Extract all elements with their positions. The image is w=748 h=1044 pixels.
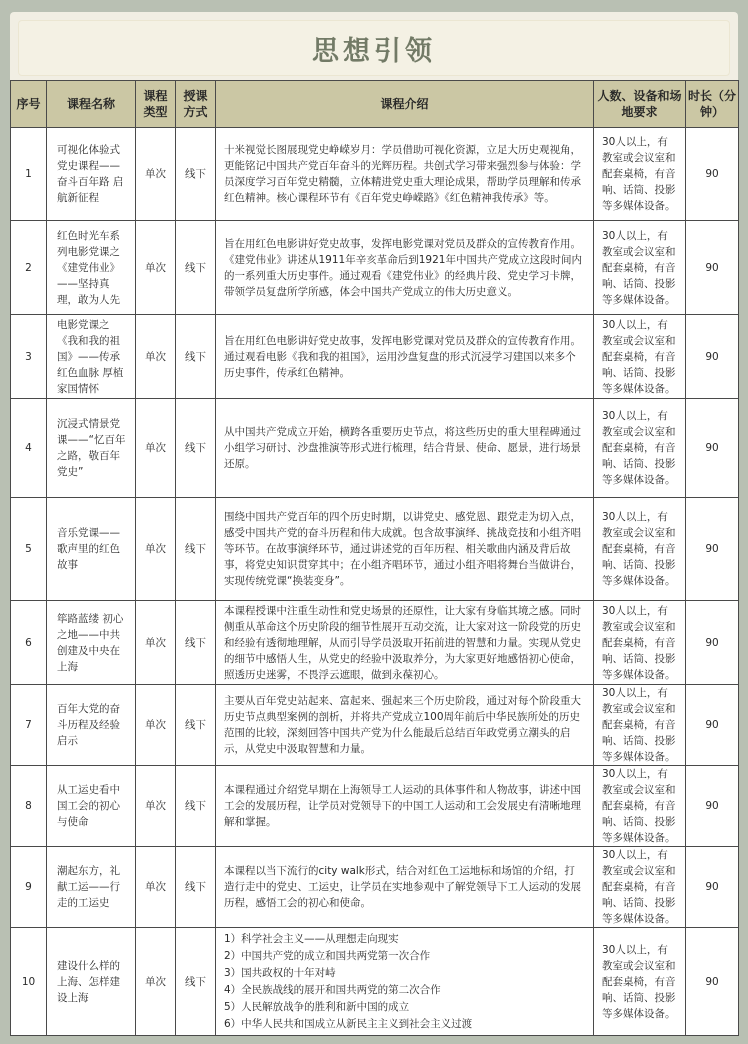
cell-duration: 90 [686,399,739,498]
header-mode: 授课方式 [176,81,216,128]
cell-type: 单次 [136,498,176,601]
cell-requirements: 30人以上，有教室或会议室和配套桌椅，有音响、话筒、投影等多媒体设备。 [594,315,686,399]
cell-type: 单次 [136,128,176,221]
cell-requirements: 30人以上，有教室或会议室和配套桌椅，有音响、话筒、投影等多媒体设备。 [594,399,686,498]
cell-type: 单次 [136,399,176,498]
title-banner [18,20,730,76]
intro-list-item: 3）国共政权的十年对峙 [224,966,336,979]
cell-mode: 线下 [176,766,216,847]
page-title: 思想引领 [312,35,436,67]
cell-duration: 90 [686,928,739,1036]
cell-duration: 90 [686,315,739,399]
cell-name: 百年大党的奋斗历程及经验启示 [47,685,136,766]
cell-type: 单次 [136,766,176,847]
cell-mode: 线下 [176,128,216,221]
cell-type: 单次 [136,928,176,1036]
intro-list-item: 6）中华人民共和国成立从新民主主义到社会主义过渡 [224,1017,473,1030]
intro-list-item: 5）人民解放战争的胜利和新中国的成立 [224,1000,410,1013]
cell-requirements: 30人以上，有教室或会议室和配套桌椅，有音响、话筒、投影等多媒体设备。 [594,221,686,315]
cell-requirements: 30人以上，有教室或会议室和配套桌椅，有音响、话筒、投影等多媒体设备。 [594,847,686,928]
cell-mode: 线下 [176,498,216,601]
table-row [11,847,739,928]
cell-intro: 本课程以当下流行的city walk形式，结合对红色工运地标和场馆的介绍，打造行走中的党史、工运史，让学员在实地参观中了解党领导下工人运动的发展历程，感悟工会的初心和使命。 [216,847,594,928]
table-row [11,399,739,498]
cell-name: 可视化体验式党史课程——奋斗百年路 启航新征程 [47,128,136,221]
cell-requirements: 30人以上，有教室或会议室和配套桌椅，有音响、话筒、投影等多媒体设备。 [594,685,686,766]
cell-intro: 旨在用红色电影讲好党史故事，发挥电影党课对党员及群众的宣传教育作用。《建党伟业》讲述从1911年辛亥革命后到1921年中国共产党成立这段时间内的一系列重大历史事件。通过观看《建党伟业》的经典片段、党史学习卡牌，带领学员复盘所学所感，体会中国共产党成立的伟大历史意义。 [216,221,594,315]
cell-no: 8 [11,766,47,847]
cell-no: 9 [11,847,47,928]
intro-list-item: 1）科学社会主义——从理想走向现实 [224,932,399,945]
cell-type: 单次 [136,601,176,685]
cell-duration: 90 [686,685,739,766]
cell-requirements: 30人以上，有教室或会议室和配套桌椅，有音响、话筒、投影等多媒体设备。 [594,928,686,1036]
table-row [11,498,739,601]
cell-mode: 线下 [176,601,216,685]
table-header [11,81,739,128]
cell-type: 单次 [136,221,176,315]
header-no: 序号 [11,81,47,128]
cell-requirements: 30人以上，有教室或会议室和配套桌椅，有音响、话筒、投影等多媒体设备。 [594,128,686,221]
cell-intro: 围绕中国共产党百年的四个历史时期，以讲党史、感党恩、跟党走为切入点，感受中国共产党的奋斗历程和伟大成就。包含故事演绎、挑战竞技和小组齐唱等环节。在故事演绎环节，通过讲述党的百年历程、相关歌曲内涵及背后故事，将党史知识贯穿其中；在小组齐唱环节，通过小组齐唱将舞台当做讲台，实现传统党课“换装变身”。 [216,498,594,601]
cell-intro: 十米视觉长图展现党史峥嵘岁月：学员借助可视化资源，立足大历史观视角，更能铭记中国共产党百年奋斗的光辉历程。共创式学习带来强烈参与体验：学员深度学习百年党史精髓，立体精进党史重大理论成果，帮助学员理解和传承红色精神。核心课程环节有《百年党史峥嵘路》《红色精神我传承》等。 [216,128,594,221]
cell-duration: 90 [686,847,739,928]
cell-name: 电影党课之《我和我的祖国》——传承红色血脉 厚植家国情怀 [47,315,136,399]
cell-name: 沉浸式情景党课——“忆百年之路，敬百年党史” [47,399,136,498]
table-row [11,601,739,685]
cell-no: 5 [11,498,47,601]
cell-no: 4 [11,399,47,498]
cell-name: 红色时光车系列电影党课之《建党伟业》——坚持真理，敢为人先 [47,221,136,315]
header-type: 课程类型 [136,81,176,128]
cell-mode: 线下 [176,685,216,766]
cell-duration: 90 [686,766,739,847]
cell-type: 单次 [136,847,176,928]
cell-name: 音乐党课——歌声里的红色故事 [47,498,136,601]
cell-no: 10 [11,928,47,1036]
header-duration: 时长（分钟） [686,81,739,128]
header-row [11,81,739,128]
cell-no: 7 [11,685,47,766]
table-row [11,928,739,1036]
cell-duration: 90 [686,128,739,221]
cell-mode: 线下 [176,221,216,315]
intro-list-item: 4）全民族战线的展开和国共两党的第二次合作 [224,983,441,996]
table-row [11,685,739,766]
cell-name: 潮起东方，礼献工运——行走的工运史 [47,847,136,928]
cell-intro: 本课程授课中注重生动性和党史场景的还原性，让大家有身临其境之感。同时侧重从革命这个历史阶段的细节性展开互动交流，让大家对这一阶段党的历史和经验有透彻地理解，从而引导学员汲取开拓前进的智慧和力量。实现从党史的细节中感悟人生，从党史的经验中汲取养分，为大家更好地感悟初心使命，照透历史迷雾，不畏浮云遮眼，做到永葆初心。 [216,601,594,685]
cell-requirements: 30人以上，有教室或会议室和配套桌椅，有音响、话筒、投影等多媒体设备。 [594,766,686,847]
header-requirements: 人数、设备和场地要求 [594,81,686,128]
cell-intro: 从中国共产党成立开始，横跨各重要历史节点，将这些历史的重大里程碑通过小组学习研讨、沙盘推演等形式进行梳理，结合背景、使命、愿景，进行场景还原。 [216,399,594,498]
table-body [11,128,739,1036]
cell-name: 从工运史看中国工会的初心与使命 [47,766,136,847]
cell-name: 筚路蓝缕 初心之地——中共创建及中央在上海 [47,601,136,685]
table-row [11,221,739,315]
cell-no: 1 [11,128,47,221]
course-table [10,80,739,1036]
cell-intro: 旨在用红色电影讲好党史故事，发挥电影党课对党员及群众的宣传教育作用。通过观看电影《我和我的祖国》，运用沙盘复盘的形式沉浸学习建国以来多个历史事件，传承红色精神。 [216,315,594,399]
table-row [11,315,739,399]
cell-duration: 90 [686,221,739,315]
header-name: 课程名称 [47,81,136,128]
cell-no: 3 [11,315,47,399]
cell-intro: 本课程通过介绍党早期在上海领导工人运动的具体事件和人物故事，讲述中国工会的发展历程，让学员对党领导下的中国工人运动和工会发展史有清晰地理解和掌握。 [216,766,594,847]
cell-mode: 线下 [176,399,216,498]
cell-no: 2 [11,221,47,315]
intro-list-item: 2）中国共产党的成立和国共两党第一次合作 [224,949,431,962]
cell-intro [216,928,594,1036]
cell-mode: 线下 [176,315,216,399]
intro-list [224,931,585,1033]
cell-name: 建设什么样的上海、怎样建设上海 [47,928,136,1036]
cell-mode: 线下 [176,847,216,928]
cell-type: 单次 [136,315,176,399]
header-intro: 课程介绍 [216,81,594,128]
cell-requirements: 30人以上，有教室或会议室和配套桌椅，有音响、话筒、投影等多媒体设备。 [594,498,686,601]
cell-mode: 线下 [176,928,216,1036]
table-row [11,128,739,221]
cell-duration: 90 [686,601,739,685]
table-row [11,766,739,847]
cell-intro: 主要从百年党史站起来、富起来、强起来三个历史阶段，通过对每个阶段重大历史节点典型案例的剖析，并将共产党成立100周年前后中华民族所处的历史范围的比较，深刻回答中国共产党为什么能最后总结百年政党勇立潮头的启示，从党史中汲取智慧和力量。 [216,685,594,766]
document-sheet [10,12,738,1036]
cell-type: 单次 [136,685,176,766]
cell-no: 6 [11,601,47,685]
cell-duration: 90 [686,498,739,601]
cell-requirements: 30人以上，有教室或会议室和配套桌椅，有音响、话筒、投影等多媒体设备。 [594,601,686,685]
